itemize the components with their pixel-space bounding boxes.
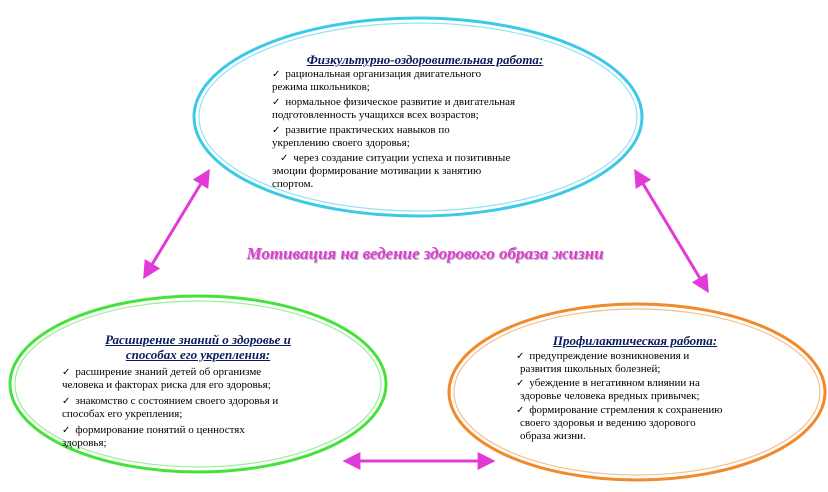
check-icon: ✓	[516, 378, 525, 389]
check-icon: ✓	[272, 69, 281, 80]
arrow-top-right	[636, 172, 707, 290]
top-item-3	[272, 124, 450, 137]
left-item-2	[62, 395, 278, 408]
left-item-text: расширение знаний детей об организме	[75, 366, 262, 378]
left-item-text: способах его укрепления;	[62, 408, 183, 420]
right-item-text: своего здоровья и ведению здорового	[520, 417, 696, 429]
check-icon: ✓	[272, 125, 281, 136]
top-item-3-cont	[272, 137, 410, 150]
left-item-text: человека и факторах риска для его здоровья;	[62, 379, 271, 391]
top-title: Физкультурно-оздоровительная работа:	[306, 52, 544, 67]
top-item-4-cont2	[272, 178, 313, 191]
left-item-1-cont	[62, 379, 271, 392]
check-icon: ✓	[272, 97, 281, 108]
left-item-text: здоровья;	[62, 437, 107, 449]
check-icon: ✓	[516, 405, 525, 416]
left-item-text: формирование понятий о ценностях	[75, 424, 245, 436]
top-item-4	[280, 152, 510, 165]
check-icon: ✓	[62, 425, 71, 436]
right-item-1	[516, 350, 689, 363]
top-item-text: спортом.	[272, 178, 314, 190]
left-item-text: знакомство с состоянием своего здоровья и	[75, 395, 279, 407]
right-item-1-cont	[520, 363, 660, 376]
check-icon: ✓	[280, 153, 289, 164]
right-item-text: формирование стремления к сохранению	[529, 404, 723, 416]
top-item-text: нормальное физическое развитие и двигательная	[285, 96, 516, 108]
right-item-2-cont	[520, 390, 700, 403]
right-item-3-cont	[520, 417, 696, 430]
right-item-2	[516, 377, 700, 390]
top-item-1-cont	[272, 81, 370, 94]
top-item-text: через создание ситуации успеха и позитивные	[293, 152, 511, 164]
check-icon: ✓	[62, 396, 71, 407]
right-item-3-cont2	[520, 430, 586, 443]
top-item-text: развитие практических навыков по	[285, 124, 450, 136]
top-item-2-cont	[272, 109, 479, 122]
top-item-text: эмоции формирование мотивации к занятию	[272, 165, 482, 177]
check-icon: ✓	[62, 367, 71, 378]
top-item-4-cont	[272, 165, 481, 178]
top-item-text: подготовленность учащихся всех возрастов;	[272, 109, 479, 121]
left-title-line1: Расширение знаний о здоровье и	[105, 332, 291, 347]
left-item-3-cont	[62, 437, 107, 450]
left-item-3	[62, 424, 245, 437]
right-item-text: развития школьных болезней;	[520, 363, 661, 375]
right-item-text: предупреждение возникновения и	[529, 350, 690, 362]
center-motto: Мотивация на ведение здорового образа жизни	[246, 244, 604, 263]
top-item-1	[272, 68, 481, 81]
top-item-2	[272, 96, 515, 109]
right-title: Профилактическая работа:	[552, 333, 718, 348]
top-item-text: режима школьников;	[272, 81, 370, 93]
left-item-2-cont	[62, 408, 182, 421]
check-icon: ✓	[516, 351, 525, 362]
right-item-text: убеждение в негативном влиянии на	[529, 377, 700, 389]
left-item-1	[62, 366, 261, 379]
top-item-text: укреплению своего здоровья;	[272, 137, 410, 149]
left-title-line2: способах его укрепления:	[125, 347, 271, 362]
right-item-text: здоровье человека вредных привычек;	[520, 390, 700, 402]
right-item-text: образа жизни.	[520, 430, 586, 442]
top-item-text: рациональная организация двигательного	[285, 68, 482, 80]
right-item-3	[516, 404, 723, 417]
